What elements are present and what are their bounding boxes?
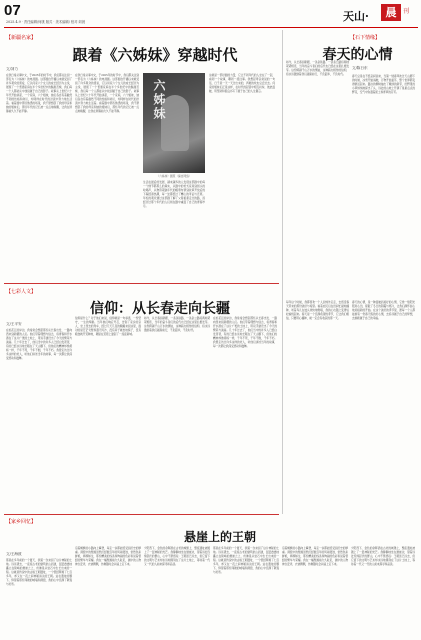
- body-text: [351, 546, 415, 636]
- body-text: [213, 316, 277, 510]
- drama-still-photo: [143, 73, 205, 173]
- photo-overlay-title: 六姊妹: [152, 79, 166, 121]
- section-label: 【石下情缘】: [350, 35, 381, 41]
- headline-a3: 悬崖上的王朝: [183, 530, 256, 544]
- body-text: [143, 180, 205, 278]
- photo-caption: 《六姊妹》剧照（摘自网络）: [156, 174, 192, 178]
- headline-a2: 信仰：从长春走向长疆: [90, 301, 230, 317]
- masthead-seal: 晨: [381, 4, 401, 21]
- column-rule: [282, 30, 283, 514]
- body-text: [144, 316, 210, 510]
- byline-a4: 文/陈日东: [352, 66, 368, 70]
- body-text: [6, 558, 72, 636]
- body-text: [209, 73, 275, 278]
- body-text: [282, 546, 348, 636]
- body-text: [6, 73, 72, 278]
- body-text: [352, 300, 415, 512]
- masthead-text-c: 刊: [403, 8, 410, 15]
- body-text: [75, 73, 139, 278]
- section-label: 【家乡回忆】: [6, 519, 37, 525]
- section-divider: [4, 283, 279, 284]
- section-label: 【新疆名家】: [6, 35, 37, 41]
- headline-a1: 跟着《六姊妹》穿越时代: [72, 46, 238, 64]
- byline-a1: 文/刘力: [6, 67, 18, 71]
- page-number: 07: [4, 2, 21, 19]
- body-text: [75, 316, 141, 510]
- body-text: [286, 300, 349, 512]
- issue-date-line: 2025.4.9 · 责任编辑/何康 版式 · 美术编辑/ 校对:刘晨: [6, 20, 86, 24]
- body-text: [6, 328, 72, 510]
- header-rule: [4, 27, 418, 28]
- masthead-text-a: 天山·: [343, 10, 369, 23]
- byline-a3: 文/王海波: [6, 552, 22, 556]
- section-label: 【七彩人文】: [6, 289, 37, 295]
- masthead-logo: [343, 3, 417, 23]
- byline-a2: 文/王平安: [6, 322, 22, 326]
- body-text: [213, 546, 279, 636]
- section-divider: [4, 514, 279, 515]
- body-text: [144, 546, 210, 636]
- headline-a4: 春天的心情: [322, 47, 393, 63]
- body-text: [75, 546, 141, 636]
